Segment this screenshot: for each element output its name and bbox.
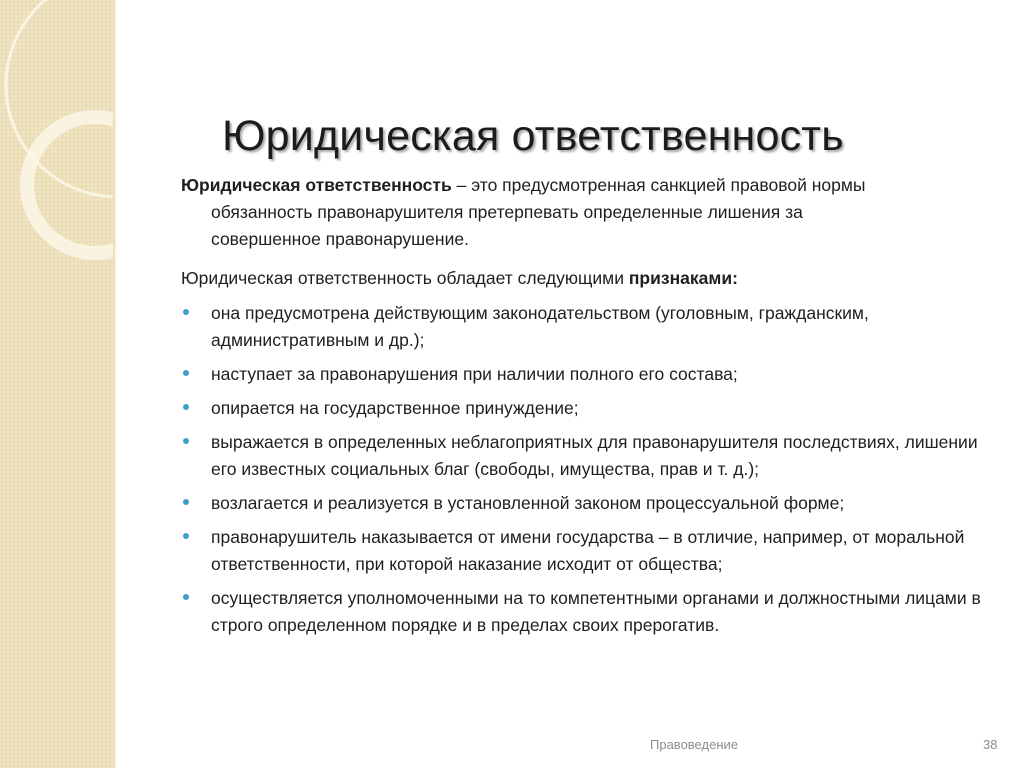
list-item-text: наступает за правонарушения при наличии полного его состава; bbox=[211, 364, 738, 384]
list-item-text: осуществляется уполномоченными на то компетентными органами и должностными лицами в строго определенном порядке и в пределах своих прерогатив. bbox=[211, 588, 981, 635]
bullet-dot-icon bbox=[183, 404, 189, 410]
list-item-text: она предусмотрена действующим законодательством (уголовным, гражданским, административным и др.); bbox=[211, 303, 869, 350]
list-item bbox=[181, 429, 996, 483]
list-item bbox=[181, 361, 996, 388]
band-edge bbox=[113, 0, 117, 768]
bullet-dot-icon bbox=[183, 499, 189, 505]
list-item-text: правонарушитель наказывается от имени государства – в отличие, например, от моральной ответственности, при которой наказание исходит от общества; bbox=[211, 527, 965, 574]
bullet-dot-icon bbox=[183, 594, 189, 600]
features-intro bbox=[181, 265, 996, 292]
list-item bbox=[181, 585, 996, 639]
slide-title: Юридическая ответственность bbox=[222, 112, 844, 160]
bullet-dot-icon bbox=[183, 309, 189, 315]
slide-content bbox=[181, 172, 996, 646]
features-intro-bold: признаками: bbox=[628, 268, 738, 288]
footer-label: Правоведение bbox=[650, 737, 738, 752]
list-item-text: возлагается и реализуется в установленной законом процессуальной форме; bbox=[211, 493, 845, 513]
page-number: 38 bbox=[983, 737, 998, 752]
list-item-text: выражается в определенных неблагоприятных для правонарушителя последствиях, лишении его известных социальных благ (свободы, имущества, прав и т. д.); bbox=[211, 432, 978, 479]
bullet-dot-icon bbox=[183, 438, 189, 444]
definition-term: Юридическая ответственность bbox=[181, 175, 452, 195]
definition-line3: совершенное правонарушение. bbox=[211, 229, 469, 249]
list-item bbox=[181, 395, 996, 422]
decorative-side-band bbox=[0, 0, 114, 768]
features-intro-text: Юридическая ответственность обладает следующими bbox=[181, 268, 629, 288]
bullet-dot-icon bbox=[183, 370, 189, 376]
decorative-circles bbox=[0, 0, 113, 768]
bullet-dot-icon bbox=[183, 533, 189, 539]
definition-line2: обязанность правонарушителя претерпевать определенные лишения за bbox=[211, 202, 803, 222]
list-item bbox=[181, 524, 996, 578]
list-item bbox=[181, 490, 996, 517]
list-item bbox=[181, 300, 996, 354]
definition-line1: – это предусмотренная санкцией правовой нормы bbox=[451, 175, 866, 195]
definition-paragraph bbox=[181, 172, 996, 253]
list-item-text: опирается на государственное принуждение; bbox=[211, 398, 579, 418]
features-list bbox=[181, 300, 996, 639]
